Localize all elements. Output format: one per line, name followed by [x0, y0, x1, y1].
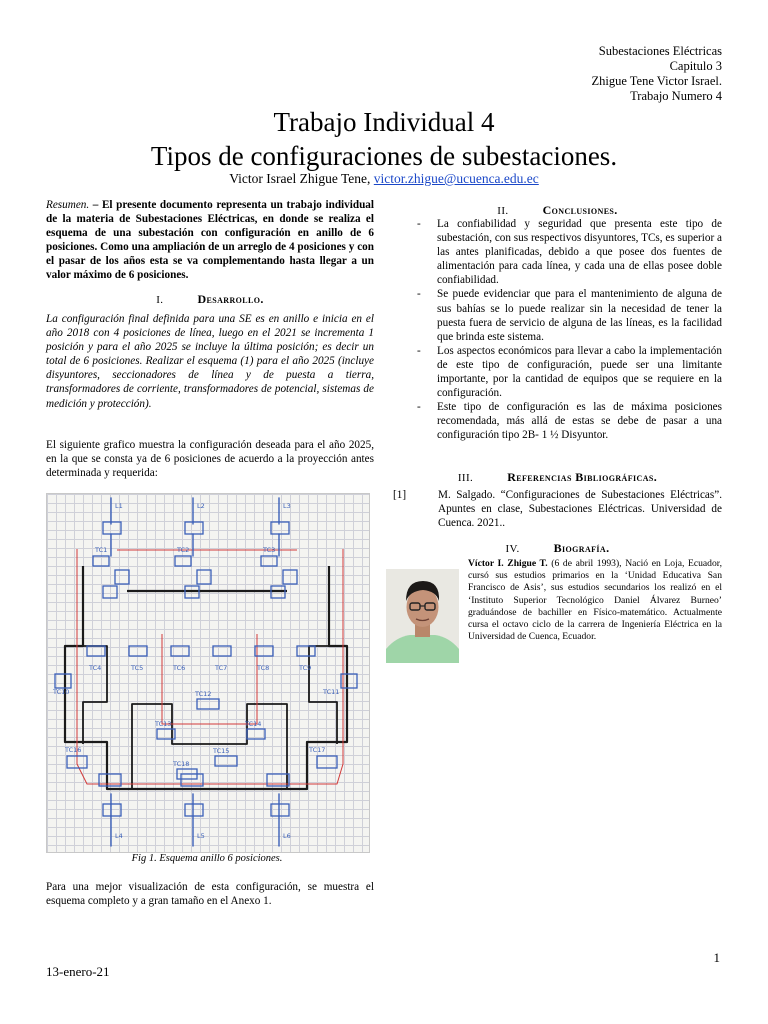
annex-note: Para una mejor visualización de esta configuración, se muestra el esquema completo y a gran tamaño en el Anexo 1.	[46, 881, 374, 908]
current-transformer	[261, 556, 277, 566]
equipment-label: TC16	[65, 746, 82, 754]
title-line-2: Tipos de configuraciones de subestaciones.	[150, 141, 618, 171]
equipment-label: TC8	[257, 664, 270, 672]
portrait-icon	[386, 569, 459, 663]
section-number: II.	[497, 205, 509, 217]
equipment-label: TC14	[245, 720, 262, 728]
page-number: 1	[713, 950, 720, 965]
equipment-label: TC11	[323, 688, 340, 696]
section-title: Biografía.	[553, 541, 610, 555]
biography-text: (6 de abril 1993), Nació en Loja, Ecuador, cursó sus estudios primarios en la ‘Unidad Educativa San Francisco de Asis’, sus estudios secundarios los realizó en el ‘Instituto Superior Tecnológico Daniel Álvarez Burneo’ graduándose de bachiller en Físico-matemático. Actualmente cursa el octavo ciclo de la carrera de Ingeniería Eléctrica en la Universidad de Cuenca, Ecuador.	[468, 558, 722, 643]
biography	[468, 558, 722, 643]
section-number: I.	[156, 294, 164, 306]
breaker	[213, 646, 231, 656]
breaker	[115, 570, 129, 584]
equipment-label: L1	[115, 502, 123, 510]
author-email-link[interactable]: victor.zhigue@ucuenca.edu.ec	[373, 171, 539, 186]
header-course: Subestaciones Eléctricas	[598, 44, 722, 58]
equipment-label: TC12	[195, 690, 212, 698]
breaker	[255, 646, 273, 656]
equipment-label: TC9	[299, 664, 312, 672]
abstract	[46, 198, 374, 283]
list-item: - La confiabilidad y seguridad que presenta este tipo de subestación, con sus respectivos disyuntores, TCs, es superior a las antes planificadas, debido a que posee dos fuentes de alimentación para cada línea, y cada una de ellas posee doble confiabilidad.	[393, 217, 722, 287]
equipment-label: TC13	[155, 720, 172, 728]
equipment-label: TC2	[177, 546, 190, 554]
equipment-label: TC17	[309, 746, 326, 754]
reference-1	[393, 488, 722, 530]
breaker	[55, 674, 71, 688]
disconnector	[185, 522, 203, 534]
title-line-1: Trabajo Individual 4	[273, 107, 495, 137]
current-transformer	[215, 756, 237, 766]
abstract-text: – El presente documento representa un trabajo individual de la materia de Subestaciones Eléctricas, en donde se realiza el esquema de una subestación con configuración en anillo de 6 posiciones. Como una ampliación de un arreglo de 4 posiciones y con el pasar de los años esta se va complementando hasta llegar a un valor máximo de 6 posiciones.	[46, 199, 374, 282]
ring-schematic	[47, 494, 369, 852]
breaker	[171, 646, 189, 656]
equipment-label: TC1	[95, 546, 108, 554]
conclusions-list	[393, 217, 722, 443]
ring-bus	[83, 646, 107, 744]
author-line	[0, 171, 768, 187]
ring-bus	[132, 704, 287, 789]
disconnector	[103, 522, 121, 534]
abstract-label: Resumen.	[46, 199, 90, 211]
breaker	[197, 570, 211, 584]
section-heading-referencias	[393, 470, 722, 485]
current-transformer	[175, 556, 191, 566]
section-heading-desarrollo	[46, 292, 374, 307]
potential-transformer	[103, 586, 117, 598]
equipment-label: TC7	[215, 664, 228, 672]
section-title: Desarrollo.	[197, 292, 264, 306]
equipment-label: TC10	[53, 688, 70, 696]
substation-ring-diagram	[46, 493, 370, 853]
header-author: Zhigue Tene Victor Israel.	[591, 74, 722, 88]
current-transformer	[93, 556, 109, 566]
header-work-number: Trabajo Numero 4	[630, 89, 722, 103]
section-title: Referencias Bibliográficas.	[507, 470, 658, 484]
running-header	[591, 44, 722, 104]
breaker	[87, 646, 105, 656]
reference-text: M. Salgado. “Configuraciones de Subestaciones Eléctricas”. Apuntes en clase, Subestaciones Eléctricas. Universidad de Cuenca. 2021..	[438, 489, 722, 530]
disconnector	[271, 804, 289, 816]
breaker	[317, 756, 337, 768]
protection-wiring	[162, 634, 257, 724]
current-transformer	[247, 729, 265, 739]
reference-number: [1]	[393, 489, 407, 501]
section-heading-conclusiones	[393, 203, 722, 218]
desarrollo-paragraph-1: La configuración final definida para una SE es en anillo e inicia en el año 2018 con 4 posiciones de línea, luego en el 2021 se incrementa 1 posición y para el año 2025 se incluye la última posición; es decir un total de 6 posiciones. Realizar el esquema (1) para el año 2025 (incluye disyuntores, seccionadores de línea y de puesta a tierra, transformadores de corriente, transformadores de potencial, sistemas de medición y protección).	[46, 313, 374, 410]
author-name: Victor Israel Zhigue Tene,	[229, 171, 371, 186]
equipment-label: TC3	[263, 546, 276, 554]
equipment-label: TC15	[213, 747, 230, 755]
breaker	[197, 699, 219, 709]
breaker	[297, 646, 315, 656]
desarrollo-paragraph-2: El siguiente grafico muestra la configuración deseada para el año 2025, en la que se consta ya de 6 posiciones de acuerdo a la proyección antes determinada y requerida:	[46, 439, 374, 480]
section-number: IV.	[505, 543, 520, 555]
section-title: Conclusiones.	[542, 203, 618, 217]
conclusions-list-container	[393, 217, 722, 443]
list-item: - Este tipo de configuración es las de máxima posiciones recomendada, más allá de estas se debe de pasar a una configuración tipo 2B- 1 ½ Disyuntor.	[393, 400, 722, 442]
figure-caption: Fig 1. Esquema anillo 6 posiciones.	[131, 853, 283, 864]
equipment-label: L6	[283, 832, 291, 840]
equipment-label: TC6	[173, 664, 186, 672]
equipment-label: TC5	[131, 664, 144, 672]
header-chapter: Capitulo 3	[669, 59, 722, 73]
disconnector	[103, 804, 121, 816]
biography-name: Víctor I. Zhigue T.	[468, 558, 548, 569]
list-item: - Los aspectos económicos para llevar a cabo la implementación de este tipo de configuración, puede ser una limitante importante, por la cantidad de equipos que se requiere en la configuración.	[393, 344, 722, 400]
section-heading-biografia	[393, 541, 722, 556]
author-portrait	[386, 569, 459, 663]
equipment-label: L4	[115, 832, 123, 840]
equipment-label: L2	[197, 502, 205, 510]
breaker	[283, 570, 297, 584]
equipment-label: TC4	[89, 664, 102, 672]
breaker	[129, 646, 147, 656]
section-number: III.	[457, 472, 474, 484]
list-item: - Se puede evidenciar que para el mantenimiento de alguna de sus bahías se lo puede realizar sin la necesidad de tener la puesta fuera de servicio de alguna de las líneas, es la facilidad que brinda este sistema.	[393, 287, 722, 343]
footer-date: 13-enero-21	[46, 964, 110, 979]
disconnector	[271, 522, 289, 534]
equipment-label: L5	[197, 832, 205, 840]
equipment-label: L3	[283, 502, 291, 510]
disconnector	[185, 804, 203, 816]
equipment-label: TC18	[173, 760, 190, 768]
